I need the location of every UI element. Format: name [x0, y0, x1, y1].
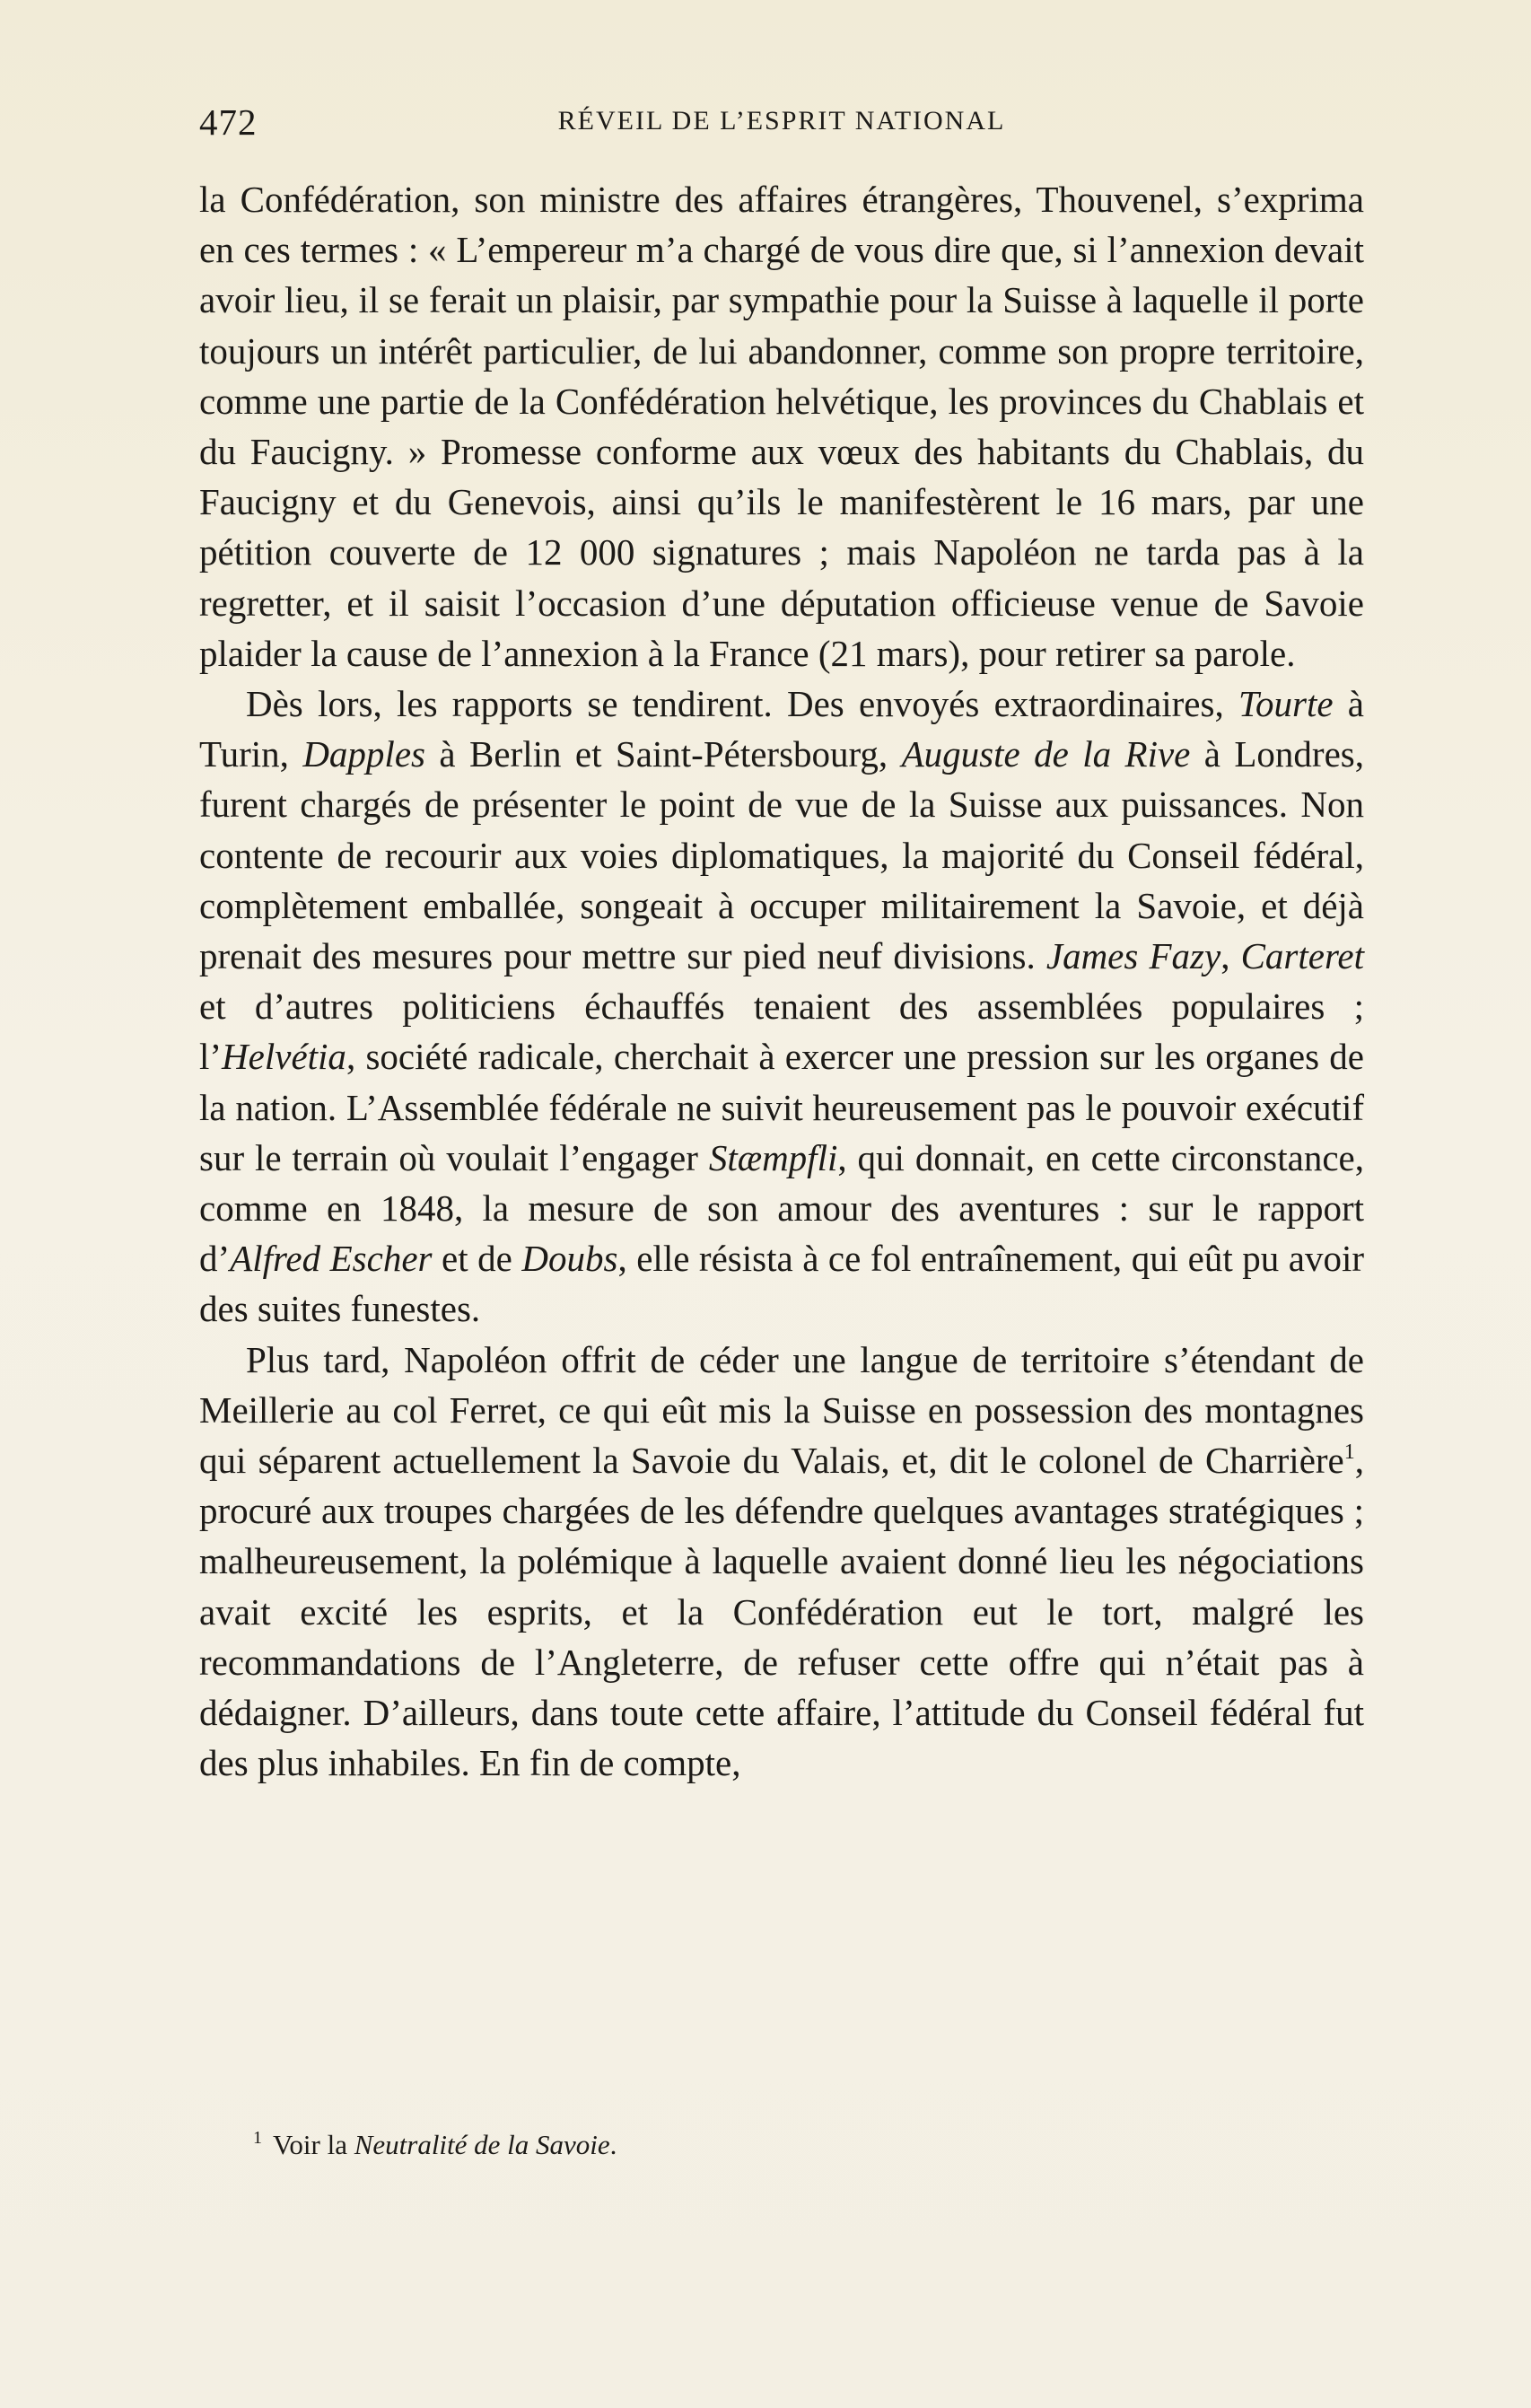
text-run: Plus tard, Napoléon offrit de céder une langue de territoire s’étendant de Meillerie au col Ferret, ce qui eût mis la Suisse en possession des montagnes qui séparent actuellement la Savoie du Valais, et, dit le colonel de Charrière [199, 1338, 1364, 1482]
paragraph-3 [199, 1335, 1364, 1789]
footnote-reference: 1 [1343, 1440, 1355, 1465]
text-run: Dès lors, les rapports se tendirent. Des envoyés extraordinaires, [246, 683, 1238, 725]
italic-name: Tourte [1238, 683, 1334, 725]
italic-name: Auguste de la Rive [901, 733, 1191, 775]
italic-name: Carteret [1240, 935, 1364, 977]
text-run: à Londres, furent chargés de présenter le point de vue de la Suisse aux puissances. Non contente de recourir aux voies diplomatiques, la majorité du Conseil fédéral, complètement emballée, songeait à occuper militairement la Savoie, et déjà prenait des mesures pour mettre sur pied neuf divisions. [199, 733, 1364, 977]
text-run: la Confédération, son ministre des affaires étrangères, Thouvenel, s’exprima en ces termes : « L’empereur m’a chargé de vous dire que, si l’annexion devait avoir lieu, il se ferait un plaisir, par sympathie pour la Suisse à laquelle il porte toujours un intérêt particulier, de lui abandonner, comme son propre territoire, comme une partie de la Confédération helvétique, les provinces du Chablais et du Faucigny. » Promesse conforme aux vœux des habitants du Chablais, du Faucigny et du Genevois, ainsi qu’ils le manifestèrent le 16 mars, par une pétition couverte de 12 000 signatures ; mais Napoléon ne tarda pas à la regretter, et il saisit l’occasion d’une députation officieuse venue de Savoie plaider la cause de l’annexion à la France (21 mars), pour retirer sa parole. [199, 179, 1364, 674]
text-run: et de [432, 1238, 522, 1280]
text-run: , société radicale, cherchait à exercer une pression sur les organes de la nation. L’Assemblée fédérale ne suivit heureusement pas le pouvoir exécutif sur le terrain où voulait l’engager [199, 1036, 1364, 1178]
body-text [199, 174, 1364, 1789]
text-run: , procuré aux troupes chargées de les défendre quelques avantages stratégiques ; malheureusement, la polémique à laquelle avaient donné lieu les négociations avait excité les esprits, et la Confédération eut le tort, malgré les recommandations de l’Angleterre, de refuser cette offre qui n’était pas à dédaigner. D’ailleurs, dans toute cette affaire, l’attitude du Conseil fédéral fut des plus inhabiles. En fin de compte, [199, 1440, 1364, 1784]
footnote-prefix: Voir la [273, 2129, 354, 2160]
running-title: RÉVEIL DE L’ESPRIT NATIONAL [557, 106, 1006, 136]
footnote-suffix: . [609, 2129, 617, 2160]
text-run: à Turin, [199, 683, 1365, 775]
paragraph-2 [199, 679, 1364, 1335]
page-number: 472 [199, 101, 258, 143]
text-run: à Berlin et Saint-Pétersbourg, [424, 733, 902, 775]
footnote-marker: 1 [253, 2128, 262, 2148]
paragraph-1 [199, 174, 1364, 679]
italic-name: Alfred Escher [230, 1238, 433, 1280]
footnote [253, 2127, 1312, 2163]
text-run: et d’autres politiciens échauffés tenaient des assemblées populaires ; l’ [199, 985, 1364, 1078]
italic-name: Doubs [521, 1238, 618, 1280]
text-run: , [1220, 935, 1241, 977]
footnote-title: Neutralité de la Savoie [354, 2129, 610, 2160]
italic-name: Stæmpfli [708, 1136, 838, 1178]
running-head [199, 101, 1364, 145]
text-run: , qui donnait, en cette circonstance, comme en 1848, la mesure de son amour des aventures : sur le rapport d’ [199, 1136, 1364, 1280]
italic-name: Helvétia [222, 1036, 346, 1078]
italic-name: James Fazy [1045, 935, 1221, 977]
italic-name: Dapples [302, 733, 425, 775]
text-run: , elle résista à ce fol entraînement, qui eût pu avoir des suites funestes. [199, 1238, 1364, 1330]
